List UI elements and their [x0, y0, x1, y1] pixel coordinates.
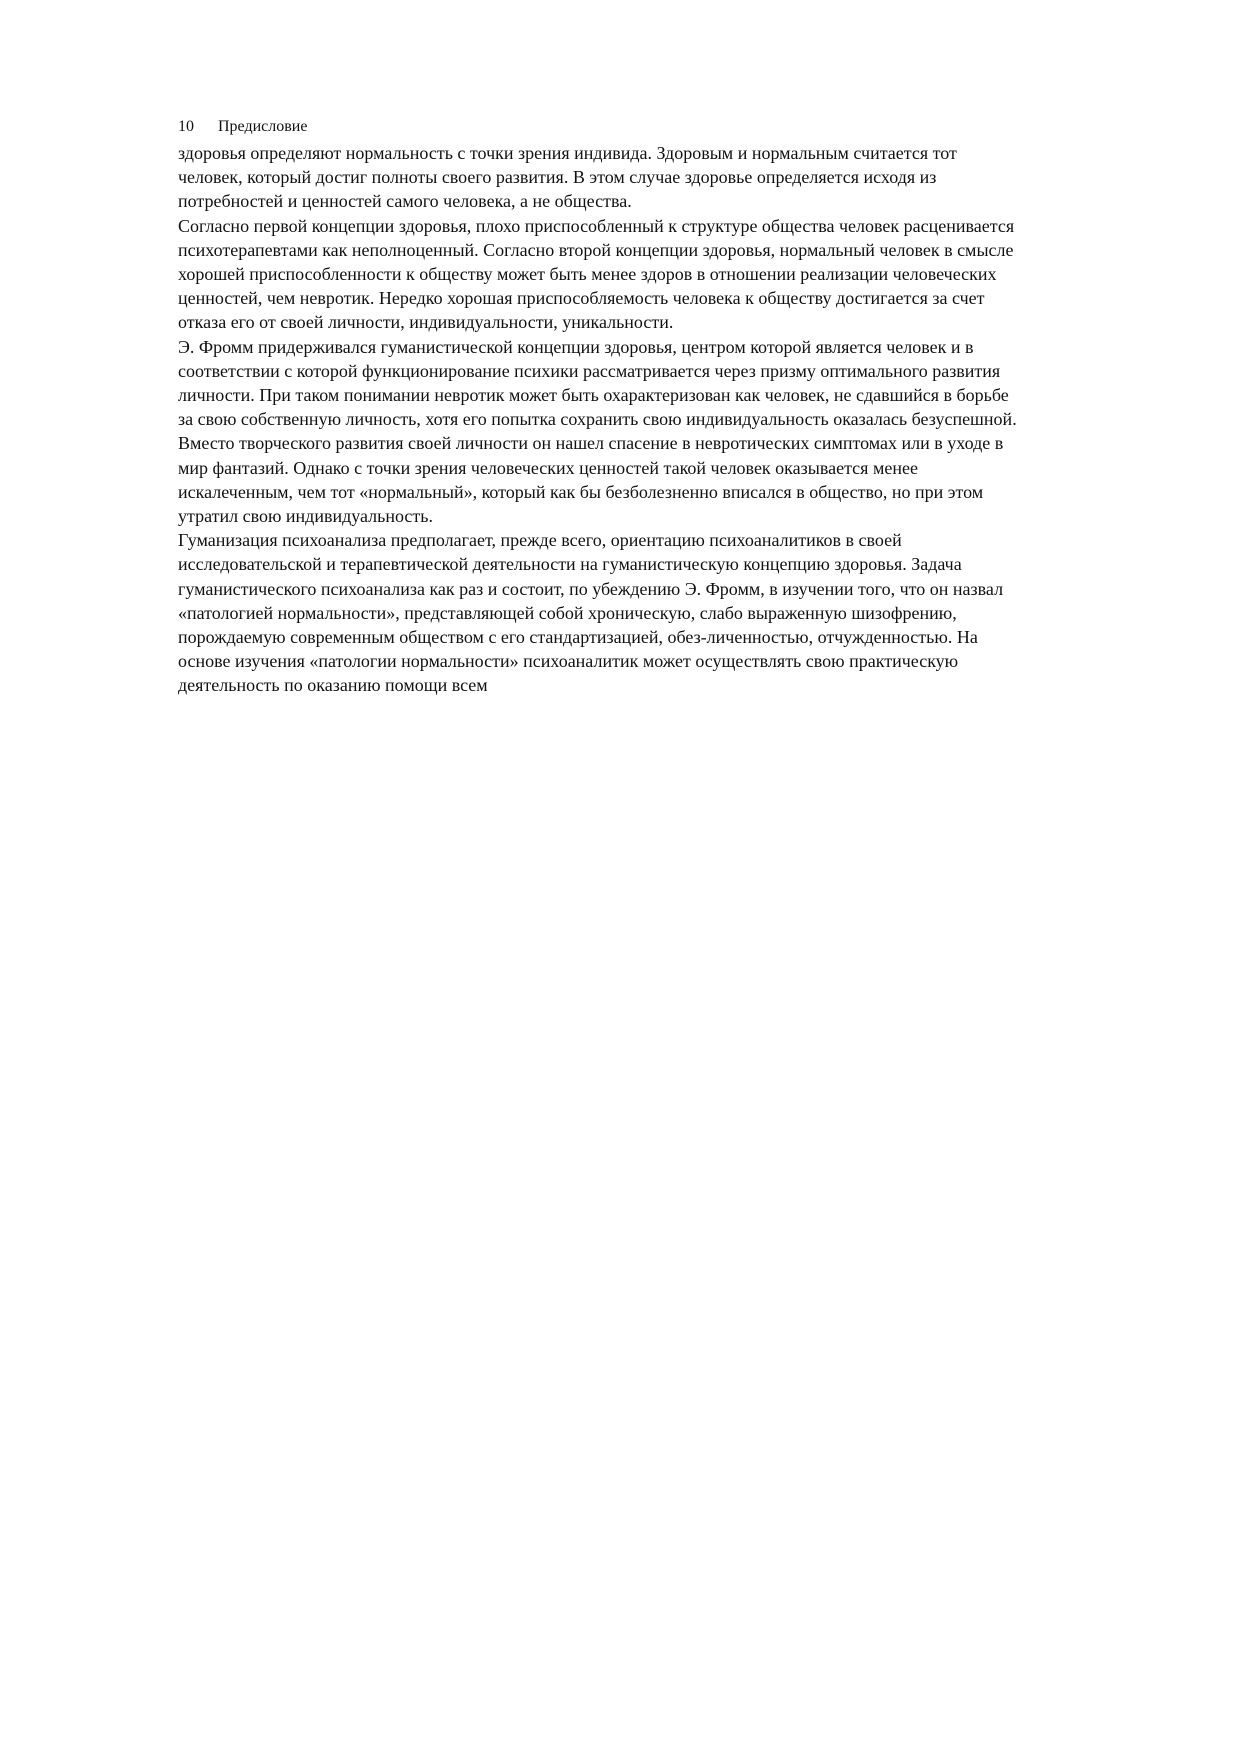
- text-line: соответствии с которой функционирование психики рассматривается через призму оптимального развития: [178, 360, 1001, 381]
- text-line: исследовательской и терапевтической деятельности на гуманистическую концепцию здоровья. Задача: [178, 554, 962, 575]
- section-title: Предисловие: [218, 118, 308, 135]
- text-line: порождаемую современным обществом с его стандартизацией, обез-личенностью, отчужденностью. На: [178, 627, 978, 648]
- text-line: хорошей приспособленности к обществу может быть менее здоров в отношении реализации человеческих: [178, 264, 997, 285]
- text-line: за свою собственную личность, хотя его попытка сохранить свою индивидуальность оказалась безуспешной.: [178, 409, 1017, 430]
- text-line: личности. При таком понимании невротик может быть охарактеризован как человек, не сдавшийся в борьбе: [178, 385, 1009, 406]
- text-line: мир фантазий. Однако с точки зрения человеческих ценностей такой человек оказывается менее: [178, 457, 918, 478]
- text-line: Э. Фромм придерживался гуманистической концепции здоровья, центром которой является человек и в: [178, 336, 974, 357]
- text-line: искалеченным, чем тот «нормальный», который как бы безболезненно вписался в общество, но при этом: [178, 481, 984, 502]
- text-line: Гуманизация психоанализа предполагает, прежде всего, ориентацию психоаналитиков в своей: [178, 530, 902, 551]
- text-line: деятельность по оказанию помощи всем: [178, 675, 488, 696]
- text-line: гуманистического психоанализа как раз и состоит, по убеждению Э. Фромм, в изучении того, что он назвал: [178, 578, 1004, 599]
- text-line: основе изучения «патологии нормальности» психоаналитик может осуществлять свою практическую: [178, 651, 959, 672]
- text-line: Вместо творческого развития своей личности он нашел спасение в невротических симптомах или в уходе в: [178, 433, 1004, 454]
- text-line: отказа его от своей личности, индивидуальности, уникальности.: [178, 312, 674, 333]
- text-line: «патологией нормальности», представляющей собой хроническую, слабо выраженную шизофрению,: [178, 602, 957, 623]
- text-line: ценностей, чем невротик. Нередко хорошая приспособляемость человека к обществу достигается за счет: [178, 288, 985, 309]
- text-line: психотерапевтами как неполноценный. Согласно второй концепции здоровья, нормальный человек в смысле: [178, 239, 1014, 260]
- page-number: 10: [178, 118, 194, 135]
- text-line: Согласно первой концепции здоровья, плохо приспособленный к структуре общества человек расценивается: [178, 215, 1015, 236]
- running-header: [178, 117, 307, 137]
- text-line: утратил свою индивидуальность.: [178, 506, 433, 527]
- text-line: здоровья определяют нормальность с точки зрения индивида. Здоровым и нормальным считается тот: [178, 143, 957, 163]
- text-line: потребностей и ценностей самого человека, а не общества.: [178, 191, 632, 212]
- text-line: человек, который достиг полноты своего развития. В этом случае здоровье определяется исходя из: [178, 167, 937, 188]
- body-text: [178, 141, 1158, 698]
